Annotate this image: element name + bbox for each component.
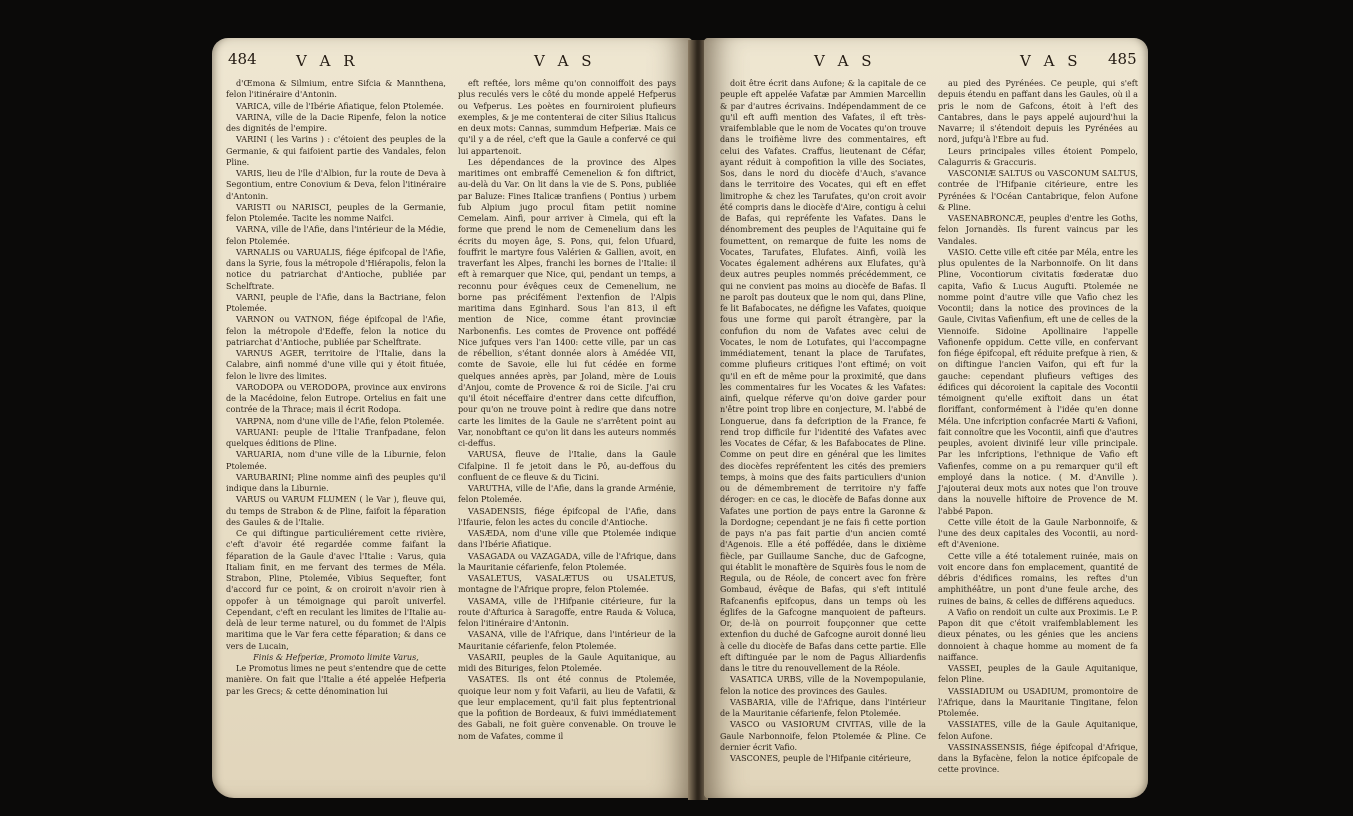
dictionary-entry: VASENABRONCÆ, peuples d'entre les Goths, felon Jornandès. Ils furent vaincus par les Vandales. [938,213,1138,246]
dictionary-entry: VASÆDA, nom d'une ville que Ptolemée indique dans l'Ibérie Afiatique. [458,528,676,550]
dictionary-entry: Finis & Hefperiæ, Promoto limite Varus, [253,651,419,662]
dictionary-entry: doit être écrit dans Aufone; & la capitale de ce peuple eft appelée Vafatæ par Ammien Marcellin & par d'autres écrivains. Indépendamment de ce qu'il eft auffi mention des Vafates, il eft très-vraifemblable que le nom de Vocates qu'on trouve dans le troifième livre des commentaires, eft celui des Vafates. Craffus, lieutenant de Céfar, ayant réduit à compofition la ville des Sociates, Sos, dans le nord du diocèfe d'Auch, s'avance dans le territoire des Vocates, qui eft en effet limitrophe & chez les Tarufates, qu'on croit avoir été compris dans le diocèfe d'Aire, contigu à celui de Bafas, qui repréfente les Vafates. Dans le dénombrement des peuples de l'Aquitaine qui fe foumettent, on remarque de fuite les noms de Vocates, Tarufates, Elufates. Ainfi, voilà les Vocates également adhérens aux Elufates, qu'à deux autres peuples nommés précédemment, ce qui ne convient pas moins au diocèfe de Bafas. Il ne paroît pas douteux que le nom qui, dans Pline, fe lit Bafabocates, ne défigne les Vafates, quoique fous une forme qui paroît étrangère, par la confufion du nom de Vafates avec celui de Vocates, le nom de Lotufates, qui l'accompagne immédiatement, tenant la place de Tarufates, comme plufieurs critiques l'ont eftimé; on voit qu'il en eft de même pour la proximité, que dans les commentaires fur les Vocates & les Vafates: ainfi, quelque réferve qu'on doive garder pour n'être point trop libre en conjecture, M. l'abbé de Longuerue, dans fa defcription de la France, fe rend trop difficile fur l'identité des Vafates avec les Vocates de Céfar, & les Bafabocates de Pline. Comme on peut dire en général que les limites des diocèfes repréfentent les cités des premiers temps, à moins que des faits particuliers d'union ou de démembrement de territoire n'y faffe déroger: en ce cas, le diocèfe de Bafas donne aux Vafates une portion de pays entre la Garonne & la Dordogne; cependant je ne fais fi cette portion de pays n'a pas fait partie d'un ancien comté d'Agenois. Elle a été poffédée, dans le dixième fiècle, par Guillaume Sanche, duc de Gafcogne, qui établit le monaftère de Squirès fous le nom de Regula, ou de Réole, de concert avec fon frère Gombaud, évêque de Bafas, qui s'eft intitulé Rafcanenfis epifcopus, dans un temps où les églifes de la Gafcogne manquoient de pafteurs. Or, de-là on pourroit foupçonner que cette extenfion du duché de Gafcogne auroit donné lieu à celle du diocèfe de Bafas dans cette partie. Elle eft diftinguée par le nom de Pagus Alliardenfis dans le titre du renouvellement de la Réole. [720,78,926,673]
dictionary-entry: VARUTHA, ville de l'Afie, dans la grande Arménie, felon Ptolemée. [458,483,676,505]
dictionary-entry: VASSIADIUM ou USADIUM, promontoire de l'Afrique, dans la Mauritanie Tingitane, felon Ptolemée. [938,685,1138,718]
dictionary-entry: Cette ville a été totalement ruinée, mais on voit encore dans fon emplacement, quantité de débris d'édifices romains, les reftes d'un amphithéâtre, un pont d'une feule arche, des ruines de bains, & celles de différens aqueducs. [938,550,1138,606]
dictionary-entry: VARUSA, fleuve de l'Italie, dans la Gaule Cifalpine. Il fe jetoit dans le Pô, au-deffous du confluent de ce fleuve & du Ticini. [458,449,676,482]
dictionary-entry: VARODOPA ou VERODOPA, province aux environs de la Macédoine, felon Eutrope. Ortelius en fait une contrée de la Thrace; mais il écrit Rodopa. [226,381,446,415]
running-head-left-1: V A R [296,52,359,70]
dictionary-entry: VASCONIÆ SALTUS ou VASCONUM SALTUS, contrée de l'Hifpanie citérieure, entre les Pyrénées & l'Océan Cantabrique, felon Aufone & Pline. [938,168,1138,212]
dictionary-entry: VARUBARINI; Pline nomme ainfi des peuples qu'il indique dans la Liburnie. [226,471,446,493]
running-head-left-2: V A S [534,52,596,70]
dictionary-entry: VARNI, peuple de l'Afie, dans la Bactriane, felon Ptolemée. [226,291,446,313]
dictionary-entry: VASCO ou VASIORUM CIVITAS, ville de la Gaule Narbonnoife, felon Ptolemée & Pline. Ce dernier écrit Vafio. [720,719,926,752]
running-head-right-1: V A S [814,52,876,70]
dictionary-entry: VARNA, ville de l'Afie, dans l'intérieur de la Médie, felon Ptolemée. [226,224,446,246]
dictionary-entry: Leurs principales villes étoient Pompelo, Calagurris & Graccuris. [938,145,1138,167]
dictionary-entry: Ce qui diftingue particuliérement cette rivière, c'eft d'avoir été regardée comme faifant la féparation de la Gaule d'avec l'Italie : Varus, quia Italiam finit, en me fervant des termes de Méla. Strabon, Pline, Ptolemée, Vibius Sequefter, font d'accord fur ce point, & on croiroit n'avoir rien à oppofer à un témoignage qui paroît univerfel. Cependant, c'eft en reculant les limites de l'Italie au-delà de leur terme naturel, ou du fommet de l'Alpis maritima que le Var fera cette féparation; & dans ce vers de Lucain, [226,528,446,651]
dictionary-entry: VASAGADA ou VAZAGADA, ville de l'Afrique, dans la Mauritanie céfarienfe, felon Ptolemée. [458,550,676,572]
left-page [212,38,692,798]
dictionary-entry: Les dépendances de la province des Alpes maritimes ont embraffé Cemenelion & fon diftrict, au-delà du Var. On lit dans la vie de S. Pons, publiée par Baluze: Fines Italicæ tranfiens ( Pontius ) urbem fub Alpium jugo procul fitam petiit nomine Cemelam. Ainfi, pour arriver à Cimela, qui eft la forme que prend le nom de Cemenelium dans les écrits du moyen âge, S. Pons, qui, felon Ufuard, fouffrit le martyre fous Valérien & Gallien, avoit, en traverfant les Alpes, franchi les bornes de l'Italie: il eft à remarquer que Nice, qui, pendant un temps, a reconnu pour évêques ceux de Cemenelium, ne borne pas précifément l'extenfion de l'Alpis maritima dans Eginhard. Sous l'an 813, il eft mention de Nice, comme étant provinciæ Narbonenfis. Les comtes de Provence ont poffédé Nice jufques vers l'an 1400: cette ville, par un cas de rébellion, s'étant donnée alors à Amédée VII, comte de Savoie, elle lui fut cédée en forme quelques années après, par Joland, mère de Louis d'Anjou, comte de Provence & roi de Sicile. J'ai cru qu'il étoit néceffaire d'entrer dans cette difcuffion, pour qu'on ne trouve point à redire que dans notre carte les limites de la Gaule ne s'arrêtent point au Var, nonobftant ce qu'on lit dans les auteurs nommés ci-deffus. [458,156,677,448]
dictionary-entry: VARUARIA, nom d'une ville de la Liburnie, felon Ptolemée. [226,449,446,471]
right-column-a [720,78,926,764]
dictionary-entry: VASARII, peuples de la Gaule Aquitanique, au midi des Bituriges, felon Ptolemée. [458,651,676,673]
dictionary-entry: d'Œmona & Silmium, entre Sifcia & Mannthena, felon l'itinéraire d'Antonin. [226,78,446,100]
dictionary-entry: VASIO. Cette ville eft citée par Méla, entre les plus opulentes de la Narbonnoife. On lit dans Pline, Vocontiorum civitatis fœderatæ duo capita, Vafio & Lucus Augufti. Ptolemée ne nomme point d'autre ville que Vafio chez les Vocontii; dans la notice des provinces de la Gaule, Civitas Vafienfium, eft une de celles de la Viennoife. Sidoine Apollinaire l'appelle Vafionenfe oppidum. Cette ville, en confervant fon fiége épifcopal, eft réduite prefque à rien, & on diftingue l'ancien Vaifon, qui eft fur la gauche: cependant plufieurs veftiges des édifices qui décoroient la capitale des Vocontii témoignent qu'elle exiftoit dans un état floriffant, conformément à l'idée qu'en donne Méla. Une infcription confacrée Marti & Vafioni, fait connoître que les Vocontii, ainfi que d'autres peuples, avoient divinifé leur ville principale. Par les infcriptions, l'ethnique de Vafio eft Vafienfes, comme on a pu remarquer qu'il eft employé dans la notice. ( M. d'Anville ). J'ajouterai deux mots aux notes que l'on trouve dans la nouvelle hiftoire de Provence de M. l'abbé Papon. [938,246,1138,516]
left-column-b [458,78,676,742]
dictionary-entry: VARUS ou VARUM FLUMEN ( le Var ), fleuve qui, du temps de Strabon & de Pline, faifoit la féparation des Gaules & de l'Italie. [226,494,446,527]
dictionary-entry: A Vafio on rendoit un culte aux Proximis. Le P. Papon dit que c'étoit vraifemblablement les dieux pénates, ou les génies que les anciens donnoient à chaque homme au moment de fa naiffance. [938,606,1138,662]
running-head-right-2: V A S [1020,52,1082,70]
dictionary-entry: VARICA, ville de l'Ibérie Afiatique, felon Ptolemée. [236,100,444,111]
page-number-left: 484 [228,50,257,68]
left-column-a [226,78,446,697]
dictionary-entry: VARISTI ou NARISCI, peuples de la Germanie, felon Ptolemée. Tacite les nomme Naifci. [226,201,446,223]
dictionary-entry: VASATICA URBS, ville de la Novempopulanie, felon la notice des provinces des Gaules. [720,674,926,696]
dictionary-entry: VASSINASSENSIS, fiége épifcopal d'Afrique, dans la Byfacène, felon la notice épifcopale de cette province. [938,741,1138,775]
dictionary-entry: eft reftée, lors même qu'on connoiffoit des pays plus reculés vers le côté du monde appelé Hefperus ou Vefperus. Les poètes en fourniroient plufieurs exemples, & je me contenterai de citer Silius Italicus en deux mots: Cannas, summdum Hefperiæ. Mais ce qu'il y a de réel, c'eft que la Gaule a confervé ce qui lui appartenoit. [458,78,676,156]
right-column-b [938,78,1138,776]
page-number-right: 485 [1108,50,1137,68]
dictionary-entry: VASATES. Ils ont été connus de Ptolemée, quoique leur nom y foit Vafarii, au lieu de Vafatii, & que leur emplacement, qu'il fait plus feptentrional que la pofition de Bordeaux, & fuivi immédiatement des Gabali, ne foit guère convenable. On trouve le nom de Vafates, comme il [458,674,676,741]
dictionary-entry: VASSEI, peuples de la Gaule Aquitanique, felon Pline. [938,663,1138,685]
dictionary-entry: VARNON ou VATNON, fiége épifcopal de l'Afie, felon la métropole d'Edeffe, felon la notice du patriarchat d'Antioche, publiée par Schelftrate. [226,314,446,347]
dictionary-entry: VARNUS AGER, territoire de l'Italie, dans la Calabre, ainfi nommé d'une ville qui y étoit fituée, felon le livre des limites. [226,348,446,381]
dictionary-entry: VASALETUS, VASALÆTUS ou USALETUS, montagne de l'Afrique propre, felon Ptolemée. [458,573,676,595]
dictionary-entry: VARIS, lieu de l'île d'Albion, fur la route de Deva à Segontium, entre Conovium & Deva, felon l'itinéraire d'Antonin. [226,168,446,201]
dictionary-entry: VARUANI: peuple de l'Italie Tranfpadane, felon quelques éditions de Pline. [226,426,446,448]
dictionary-entry: VASSIATES, ville de la Gaule Aquitanique, felon Aufone. [938,719,1138,741]
dictionary-entry: VARPNA, nom d'une ville de l'Afie, felon Ptolemée. [236,415,445,426]
dictionary-entry: VASAMA, ville de l'Hifpanie citérieure, fur la route d'Afturica à Saragoffe, entre Rauda & Voluca, felon l'itinéraire d'Antonin. [458,595,676,628]
dictionary-entry: VASCONES, peuple de l'Hifpanie citérieure, [730,753,912,763]
dictionary-entry: VASADENSIS, fiége épifcopal de l'Afie, dans l'Ifaurie, felon les actes du concile d'Antioche. [458,505,676,527]
dictionary-entry: VASBARIA, ville de l'Afrique, dans l'intérieur de la Mauritanie céfarienfe, felon Ptolemée. [720,696,926,718]
dictionary-entry: VARNALIS ou VARUALIS, fiége épifcopal de l'Afie, dans la Syrie, fous la métropole d'Hiérapolis, felon la notice du patriarchat d'Antioche, publiée par Schelftrate. [226,246,446,291]
dictionary-entry: Le Promotus limes ne peut s'entendre que de cette manière. On fait que l'Italie a été appelée Hefperia par les Grecs; & cette dénomination lui [226,663,446,696]
dictionary-entry: VASANA, ville de l'Afrique, dans l'intérieur de la Mauritanie céfarienfe, felon Ptolemée. [458,629,676,651]
dictionary-entry: au pied des Pyrénées. Ce peuple, qui s'eft depuis étendu en paffant dans les Gaules, où il a pris le nom de Gafcons, étoit à l'eft des Cantabres, dans le pays appelé aujourd'hui la Navarre; il s'étendoit depuis les Pyrénées au nord, jufqu'à l'Ebre au fud. [938,78,1138,145]
dictionary-entry: Cette ville étoit de la Gaule Narbonnoife, & l'une des deux capitales des Vocontii, au nord-eft d'Avenione. [938,516,1138,550]
dictionary-entry: VARINA, ville de la Dacie Ripenfe, felon la notice des dignités de l'empire. [226,111,446,133]
dictionary-entry: VARINI ( les Varins ) : c'étoient des peuples de la Germanie, & qui faifoient partie des Vandales, felon Pline. [226,134,446,167]
right-page [704,38,1148,798]
